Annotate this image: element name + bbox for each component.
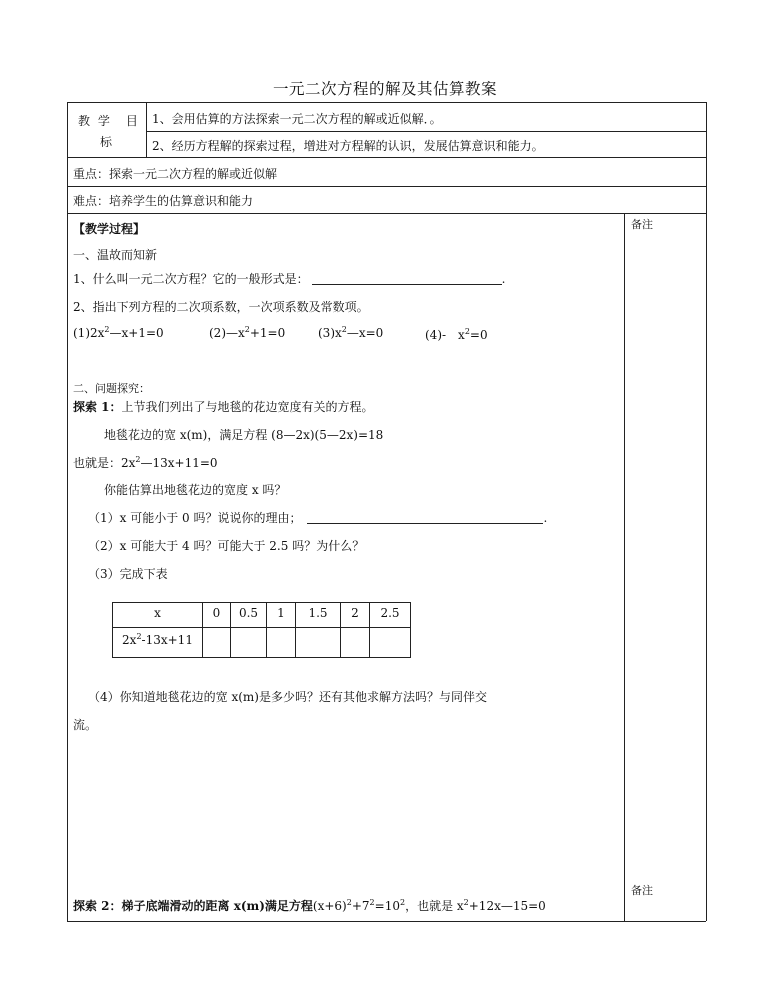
explore-2 [73, 897, 546, 914]
equation-3-base: (3)x [318, 326, 342, 340]
objective-row-divider [146, 131, 706, 132]
question-2: 2、指出下列方程的二次项系数，一次项系数及常数项。 [73, 300, 369, 314]
equation-3-exp: 2 [341, 325, 347, 334]
sub-question-1-end: . [543, 511, 548, 525]
objective-label: 教 学 目 [78, 114, 140, 128]
equation-4-base: (4)- x [425, 328, 465, 342]
estimate-question: 你能估算出地毯花边的宽度 x 吗？ [104, 483, 287, 497]
sub-question-4: （4）你知道地毯花边的宽 x(m)是多少吗？还有其他求解方法吗？与同伴交 [88, 690, 487, 704]
table-answer-cell[interactable] [231, 628, 267, 658]
row-label-base: 2x [122, 633, 137, 647]
table-answer-cell[interactable] [296, 628, 341, 658]
explore-2-eq-exp: 2 [463, 898, 469, 907]
answer-blank-1[interactable] [312, 272, 502, 285]
table-border-top [67, 102, 706, 103]
simplified-exp: 2 [135, 455, 141, 464]
table-header-cell: 1.5 [296, 603, 341, 628]
page-title: 一元二次方程的解及其估算教案 [272, 80, 497, 98]
table-header-cell: 2 [341, 603, 370, 628]
objective-label-cont: 标 [100, 135, 113, 149]
table-header-cell: 0.5 [231, 603, 267, 628]
table-answer-cell[interactable] [203, 628, 231, 658]
equation-4 [425, 326, 488, 343]
objective-item-2: 2、经历方程解的探索过程，增进对方程解的认识，发展估算意识和能力。 [152, 139, 544, 153]
section2-heading: 二、问题探究： [73, 382, 150, 395]
question-1-text: 1、什么叫一元二次方程？它的一般形式是： [73, 272, 309, 286]
sub-question-2: （2）x 可能大于 4 吗？可能大于 2.5 吗？为什么？ [88, 539, 365, 553]
key-point: 重点：探索一元二次方程的解或近似解 [73, 167, 278, 181]
table-border-bottom [67, 921, 706, 922]
sub-question-1 [88, 509, 547, 526]
equation-4-exp: 2 [464, 327, 470, 336]
difficulty: 难点：培养学生的估算意识和能力 [73, 194, 254, 208]
table-row [113, 603, 411, 628]
question-1 [73, 270, 505, 287]
explore-2-eq-exp: 2 [369, 898, 375, 907]
table-border-difficulty-bottom [67, 213, 706, 214]
question-1-end: . [501, 272, 506, 286]
equation-4-rest: =0 [469, 328, 488, 342]
sub-question-4-cont: 流。 [73, 718, 98, 732]
remark-label-top: 备注 [631, 218, 653, 231]
table-row-label [113, 628, 203, 658]
explore-2-eq-part: +12x—15=0 [468, 899, 546, 913]
objective-item-1: 1、会用估算的方法探索一元二次方程的解或近似解．。 [152, 112, 442, 126]
explore-1 [73, 398, 374, 415]
equation-1 [73, 326, 164, 340]
sub-question-1-text: （1）x 可能小于 0 吗？说说你的理由； [88, 511, 302, 525]
equation-2-base: (2)—x [209, 326, 245, 340]
equation-3-rest: —x=0 [346, 326, 384, 340]
explore-1-text: 上节我们列出了与地毯的花边宽度有关的方程。 [121, 400, 374, 414]
explore-2-eq-exp: 2 [346, 898, 352, 907]
carpet-equation-simplified [73, 454, 218, 471]
table-answer-cell[interactable] [370, 628, 411, 658]
table-row [113, 628, 411, 658]
objective-label-divider [146, 102, 147, 157]
equation-2 [209, 326, 285, 340]
table-border-right [706, 102, 707, 921]
answer-blank-2[interactable] [307, 511, 543, 524]
simplified-base: 也就是：2x [73, 456, 136, 470]
process-heading: 【教学过程】 [73, 222, 146, 236]
remark-column-divider [624, 213, 625, 921]
explore-2-eq-exp: 2 [399, 898, 406, 907]
table-border-left [67, 102, 68, 921]
row-label-exp: 2 [136, 632, 142, 641]
equation-1-base: (1)2x [73, 326, 105, 340]
simplified-rest: —13x+11=0 [140, 456, 218, 470]
sub-question-3: （3）完成下表 [88, 567, 168, 581]
explore-2-text: 梯子底端滑动的距离 x(m)满足方程 [121, 899, 313, 913]
table-header-cell: 0 [203, 603, 231, 628]
table-header-cell: 2.5 [370, 603, 411, 628]
carpet-equation-line: 地毯花边的宽 x(m)，满足方程 (8—2x)(5—2x)=18 [104, 428, 384, 442]
equation-2-rest: +1=0 [249, 326, 286, 340]
explore-2-eq-part: (x+6) [312, 899, 347, 913]
value-table [112, 602, 411, 658]
table-answer-cell[interactable] [267, 628, 296, 658]
row-label-rest: -13x+11 [141, 633, 193, 647]
table-header-cell: x [113, 603, 203, 628]
equation-2-exp: 2 [244, 325, 250, 334]
table-border-keypoint-bottom [67, 186, 706, 187]
equation-1-rest: —x+1=0 [109, 326, 164, 340]
explore-2-eq-part: +7 [351, 899, 370, 913]
table-border-objective-bottom [67, 157, 706, 158]
explore-1-label: 探索 1： [73, 400, 122, 414]
explore-2-eq-part: =10 [374, 899, 400, 913]
explore-2-label: 探索 2： [73, 899, 122, 913]
table-answer-cell[interactable] [341, 628, 370, 658]
remark-label-bottom: 备注 [631, 884, 653, 897]
table-header-cell: 1 [267, 603, 296, 628]
equation-3 [318, 326, 383, 340]
equation-1-exp: 2 [104, 325, 110, 334]
section1-heading: 一、温故而知新 [73, 248, 158, 262]
explore-2-eq-part: ，也就是 x [405, 899, 464, 913]
